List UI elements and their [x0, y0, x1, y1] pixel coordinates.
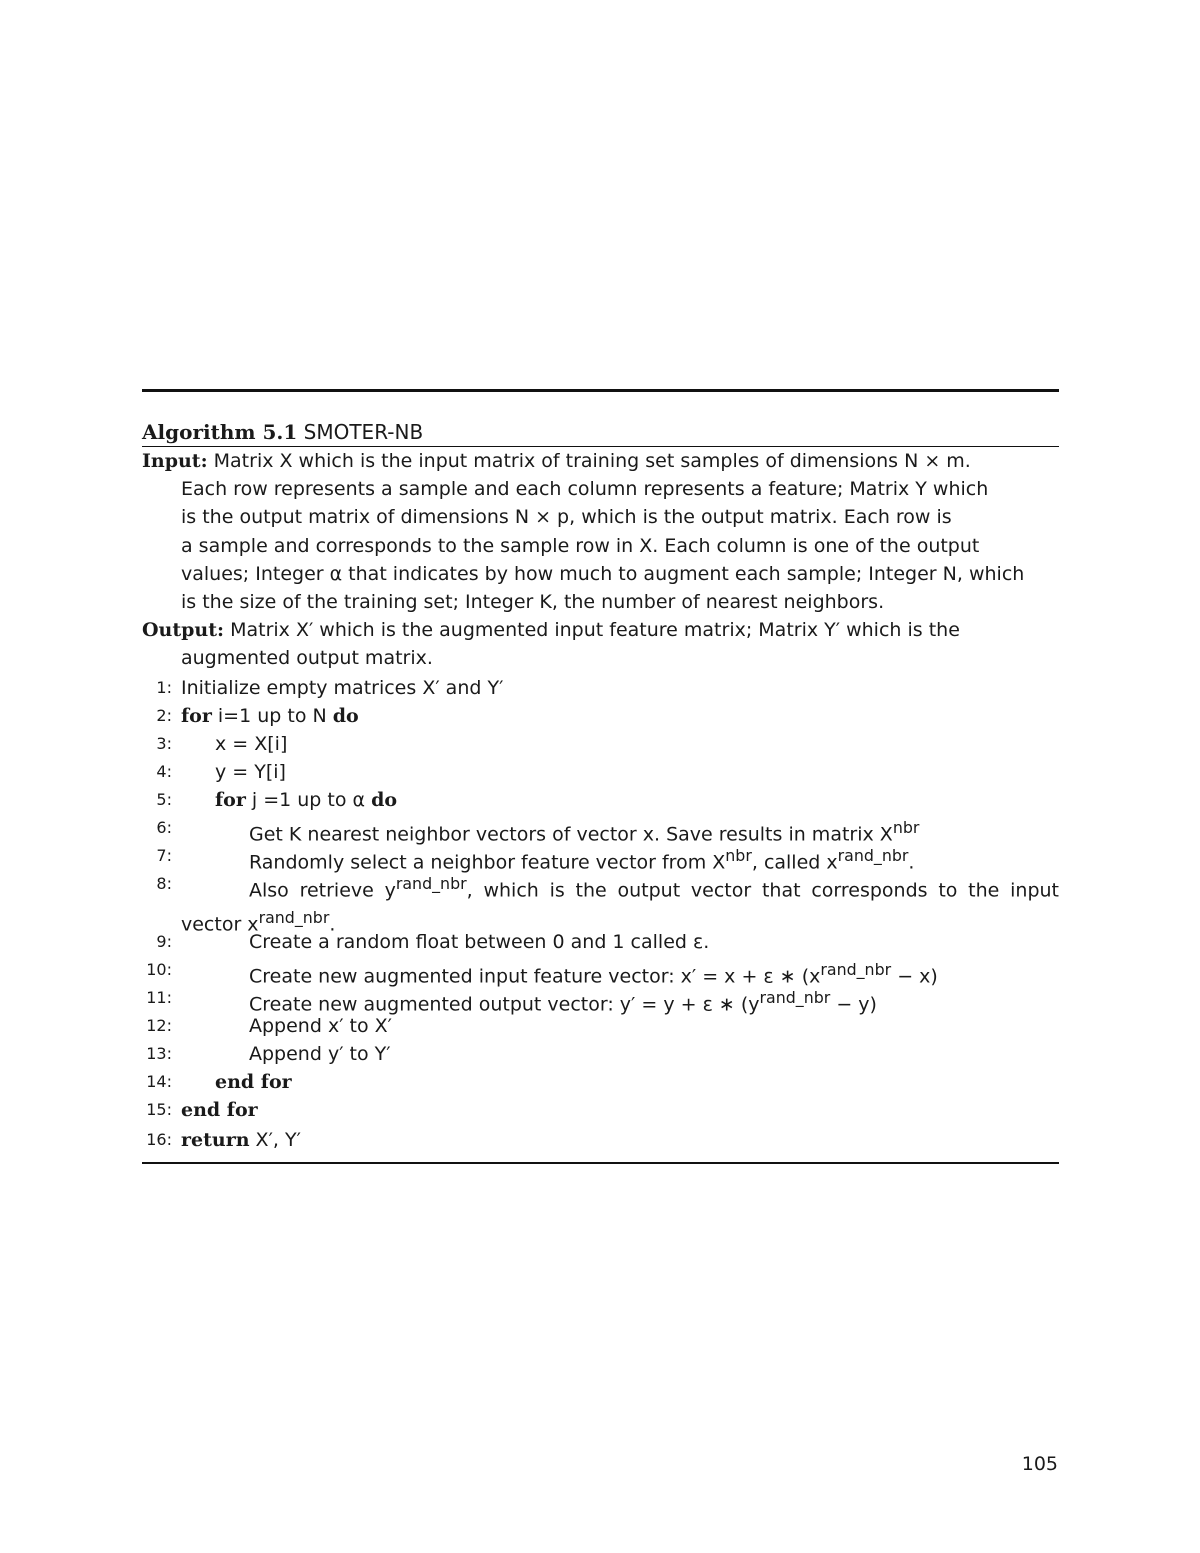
- step-2: [142, 702, 1059, 730]
- step-text: Create a random float between 0 and 1 called ε.: [249, 931, 710, 953]
- step-text: Append x′ to X′: [249, 1015, 392, 1037]
- step-11: [142, 984, 1059, 1016]
- line-number: 5:: [156, 790, 172, 809]
- step-body: X′, Y′: [249, 1129, 301, 1151]
- algorithm-caption: [142, 418, 423, 446]
- superscript: rand_nbr: [258, 908, 330, 928]
- input-line: values; Integer α that indicates by how much to augment each sample; Integer N, which: [181, 562, 1025, 585]
- line-number: 4:: [156, 762, 172, 781]
- step-9: [142, 928, 1059, 956]
- step-text: [249, 870, 1059, 904]
- line-number: 6:: [156, 818, 172, 837]
- line-number: 10:: [146, 960, 172, 979]
- step-text: Initialize empty matrices X′ and Y′: [181, 677, 504, 699]
- step-text: [181, 702, 359, 730]
- step-body: Get K nearest neighbor vectors of vector x. Save results in matrix X: [249, 823, 893, 846]
- output-first-line: [142, 616, 1059, 644]
- step-body: j =1 up to α: [245, 789, 372, 811]
- step-text: y = Y[i]: [215, 761, 286, 783]
- step-10: [142, 956, 1059, 988]
- step-body: vector x: [181, 913, 259, 936]
- output-line: augmented output matrix.: [181, 647, 433, 670]
- line-number: 11:: [146, 988, 172, 1007]
- input-first-line: [142, 447, 1059, 475]
- step-16: [142, 1126, 1059, 1154]
- step-text: [181, 1126, 301, 1154]
- keyword-do: do: [371, 789, 398, 811]
- step-4: [142, 758, 1059, 786]
- input-line: Each row represents a sample and each column represents a feature; Matrix Y which: [181, 478, 989, 501]
- keyword-end-for: end for: [181, 1099, 258, 1121]
- output-first-text: Matrix X′ which is the augmented input feature matrix; Matrix Y′ which is the: [230, 619, 960, 641]
- keyword-for: for: [181, 705, 212, 727]
- line-number: 15:: [146, 1100, 172, 1119]
- page-number: 105: [1021, 1453, 1058, 1475]
- superscript: nbr: [725, 846, 752, 865]
- line-number: 9:: [156, 932, 172, 951]
- line-number: 7:: [156, 846, 172, 865]
- input-spec: [142, 447, 1059, 616]
- step-body: Create new augmented output vector: y′ = y + ε ∗ (y: [249, 993, 760, 1016]
- step-body: − y): [830, 993, 877, 1016]
- input-first-text: Matrix X which is the input matrix of training set samples of dimensions N × m.: [213, 450, 971, 472]
- step-body: Create new augmented input feature vector: x′ = x + ε ∗ (x: [249, 965, 821, 988]
- step-body: , called x: [751, 851, 838, 874]
- step-text: Append y′ to Y′: [249, 1043, 391, 1065]
- step-7: [142, 842, 1059, 874]
- algorithm-label: Algorithm 5.1: [142, 420, 298, 444]
- input-line: a sample and corresponds to the sample row in X. Each column is one of the output: [181, 534, 980, 557]
- superscript: nbr: [892, 818, 920, 837]
- step-3: [142, 730, 1059, 758]
- step-body: i=1 up to N: [211, 705, 333, 727]
- step-14: [142, 1068, 1059, 1096]
- keyword-end-for: end for: [215, 1071, 292, 1093]
- superscript: rand_nbr: [837, 846, 909, 865]
- step-5: [142, 786, 1059, 814]
- algorithm-name: SMOTER-NB: [303, 420, 424, 444]
- step-body: − x): [891, 965, 938, 988]
- keyword-do: do: [332, 705, 359, 727]
- step-12: [142, 1012, 1059, 1040]
- line-number: 2:: [156, 706, 172, 725]
- step-text: [215, 786, 397, 814]
- line-number: 16:: [146, 1130, 172, 1149]
- step-8-first-row: [142, 870, 1059, 904]
- input-line: is the size of the training set; Integer K, the number of nearest neighbors.: [181, 591, 885, 614]
- step-13: [142, 1040, 1059, 1068]
- bottom-rule: [142, 1162, 1059, 1164]
- step-15: [142, 1096, 1059, 1124]
- output-spec: [142, 616, 1059, 672]
- step-1: [142, 674, 1059, 702]
- line-number: 12:: [146, 1016, 172, 1035]
- step-body: , which is the output vector that corresponds to the input: [466, 879, 1059, 902]
- superscript: rand_nbr: [759, 988, 831, 1007]
- step-body: Also retrieve y: [249, 879, 396, 902]
- step-text: x = X[i]: [215, 733, 288, 755]
- step-6: [142, 814, 1059, 846]
- keyword-return: return: [181, 1129, 250, 1151]
- step-body: .: [908, 851, 915, 874]
- line-number: 1:: [156, 678, 172, 697]
- input-line: is the output matrix of dimensions N × p, which is the output matrix. Each row is: [181, 506, 952, 529]
- superscript: rand_nbr: [395, 874, 467, 893]
- keyword-for: for: [215, 789, 246, 811]
- line-number: 3:: [156, 734, 172, 753]
- line-number: 13:: [146, 1044, 172, 1063]
- output-label: Output:: [142, 619, 225, 641]
- input-label: Input:: [142, 450, 208, 472]
- line-number: 8:: [156, 874, 172, 893]
- superscript: rand_nbr: [820, 960, 892, 979]
- line-number: 14:: [146, 1072, 172, 1091]
- step-body: Randomly select a neighbor feature vector from X: [249, 851, 726, 874]
- step-body: .: [329, 913, 336, 936]
- top-rule: [142, 389, 1059, 392]
